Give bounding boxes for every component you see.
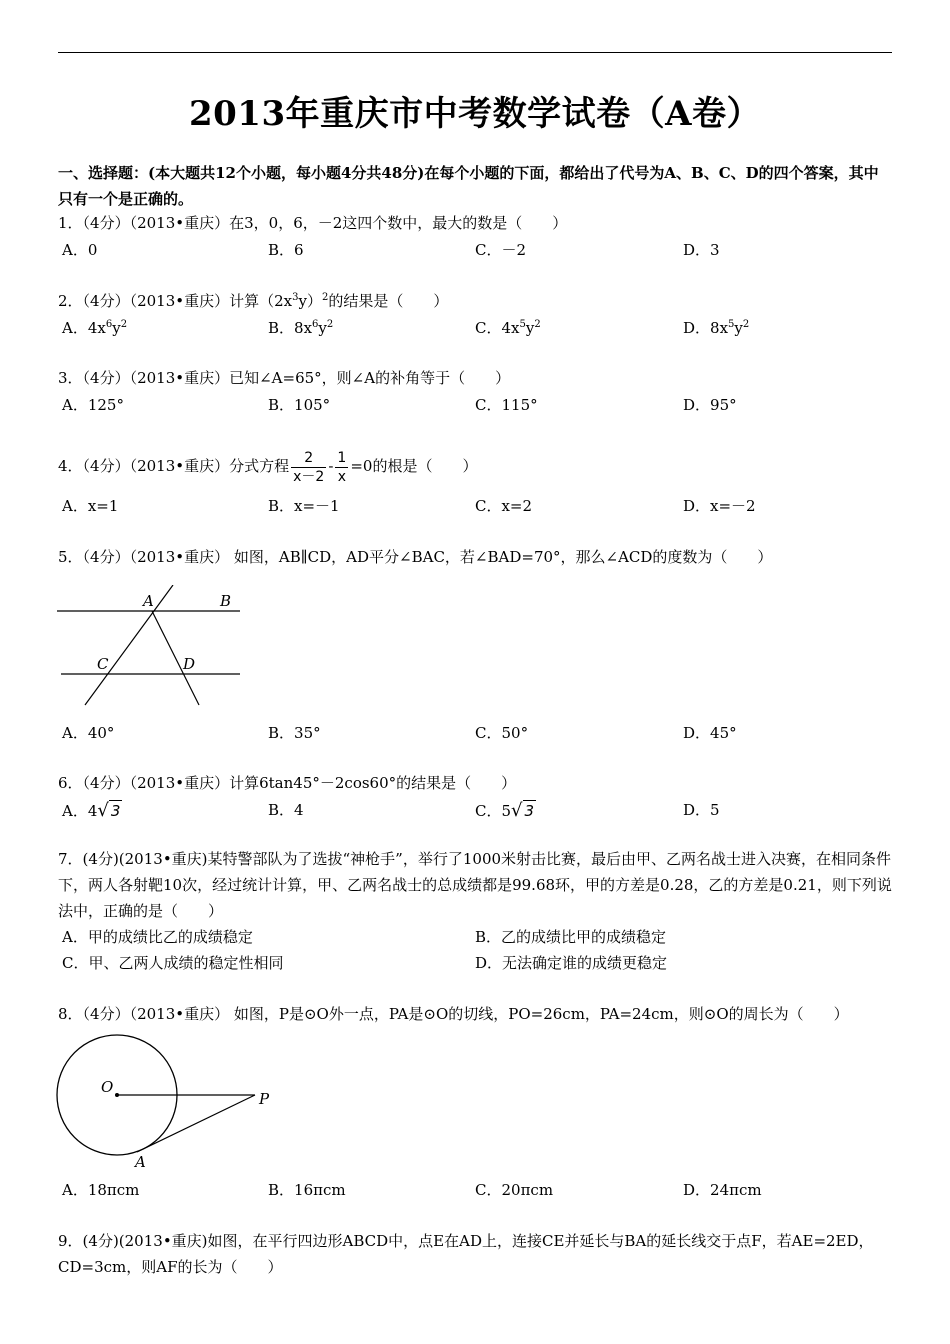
page-title: 2013年重庆市中考数学试卷（A卷） — [188, 94, 761, 134]
q5-option-a: A．40° — [62, 724, 115, 742]
q8-option-d: D．24πcm — [683, 1181, 762, 1199]
q5-option-c: C．50° — [475, 724, 529, 742]
q8-option-c: C．20πcm — [475, 1181, 554, 1199]
q3-option-c: C．115° — [475, 396, 538, 414]
question-1: 1．（4分）（2013•重庆）在3，0，6，－2这四个数中，最大的数是（ ） — [58, 214, 568, 232]
q1-option-c: C．－2 — [475, 241, 527, 259]
q7-option-b: B．乙的成绩比甲的成绩稳定 — [475, 928, 667, 946]
q4-option-d: D．x=－2 — [683, 497, 756, 515]
label-d: D — [183, 655, 196, 673]
q2-option-b: B．$8x^6y^2$ — [268, 319, 334, 337]
q6-option-c: C．5√ 3 — [475, 800, 535, 821]
q6-option-d: D．5 — [683, 801, 720, 819]
q8-option-a: A．18πcm — [62, 1181, 140, 1199]
question-8: 8．（4分）（2013•重庆） 如图，P是⊙O外一点，PA是⊙O的切线，PO=26cm，PA=24cm，则⊙O的周长为（ ） — [58, 1005, 849, 1023]
q7-option-c: C．甲、乙两人成绩的稳定性相同 — [62, 954, 284, 972]
tangent-pa — [137, 1095, 255, 1152]
q3-option-a: A．125° — [62, 396, 124, 414]
top-rule — [58, 52, 892, 53]
label-o: O — [101, 1078, 114, 1096]
q3-option-d: D．95° — [683, 396, 737, 414]
q1-option-b: B．6 — [268, 241, 304, 259]
q8-figure — [55, 1032, 285, 1172]
q7-option-d: D．无法确定谁的成绩更稳定 — [475, 954, 668, 972]
line-ac — [85, 585, 173, 705]
q5-option-d: D．45° — [683, 724, 737, 742]
fraction-1: $\frac{2}{x-2}$ — [293, 449, 325, 485]
q2-option-a: A．$4x^6y^2$ — [62, 319, 128, 337]
q5-figure — [55, 585, 245, 710]
sqrt-symbol: √ 3 — [511, 800, 535, 821]
q6-option-a: A．4√ 3 — [62, 800, 121, 821]
q5-option-b: B．35° — [268, 724, 321, 742]
fraction-2: $\frac{1}{x}$ — [337, 449, 347, 485]
q4-option-b: B．x=－1 — [268, 497, 340, 515]
sqrt-symbol: √ 3 — [97, 800, 121, 821]
q1-option-d: D．3 — [683, 241, 720, 259]
q4-option-a: A．x=1 — [62, 497, 119, 515]
q8-option-b: B．16πcm — [268, 1181, 346, 1199]
label-c: C — [97, 655, 109, 673]
q3-option-b: B．105° — [268, 396, 331, 414]
label-a: A — [135, 1153, 146, 1171]
label-p: P — [259, 1090, 270, 1108]
label-b: B — [220, 592, 232, 610]
q7-option-a: A．甲的成绩比乙的成绩稳定 — [62, 928, 253, 946]
q2-option-c: C．$4x^5y^2$ — [475, 319, 541, 337]
question-6: 6．（4分）（2013•重庆）计算6tan45°－2cos60°的结果是（ ） — [58, 774, 517, 792]
question-4: 4．（4分）（2013•重庆）分式方程 $\frac{2}{x-2}$ - $\frac{1}{x}$ =0的根是（ ） — [58, 449, 478, 485]
question-7: 7．(4分)(2013•重庆)某特警部队为了选拔“神枪手”，举行了1000米射击比赛，最后由甲、乙两名战士进入决赛，在相同条件下，两人各射靶10次，经过统计计算，甲、乙两名战士的总成绩都是99.68环，甲的方差是0.28，乙的方差是0.21，则下列说法中，正确的是（ ） — [58, 850, 892, 920]
question-5: 5．（4分）（2013•重庆） 如图，AB∥CD，AD平分∠BAC，若∠BAD=70°，那么∠ACD的度数为（ ） — [58, 548, 773, 566]
question-2: 2．（4分）（2013•重庆）计算$(2x^3y)^2$的结果是（ ） — [58, 292, 449, 310]
q2-option-d: D．$8x^5y^2$ — [683, 319, 750, 337]
question-3: 3．（4分）（2013•重庆）已知∠A=65°，则∠A的补角等于（ ） — [58, 369, 511, 387]
q6-option-b: B．4 — [268, 801, 304, 819]
section-heading: 一、选择题：(本大题共12个小题，每小题4分共48分)在每个小题的下面，都给出了代号为A、B、C、D的四个答案，其中只有一个是正确的。 — [58, 164, 879, 208]
q4-option-c: C．x=2 — [475, 497, 533, 515]
question-9: 9．(4分)(2013•重庆)如图，在平行四边形ABCD中，点E在AD上，连接CE并延长与BA的延长线交于点F，若AE=2ED，CD=3cm，则AF的长为（ ） — [58, 1232, 874, 1276]
label-a: A — [143, 592, 154, 610]
q1-option-a: A．0 — [62, 241, 98, 259]
